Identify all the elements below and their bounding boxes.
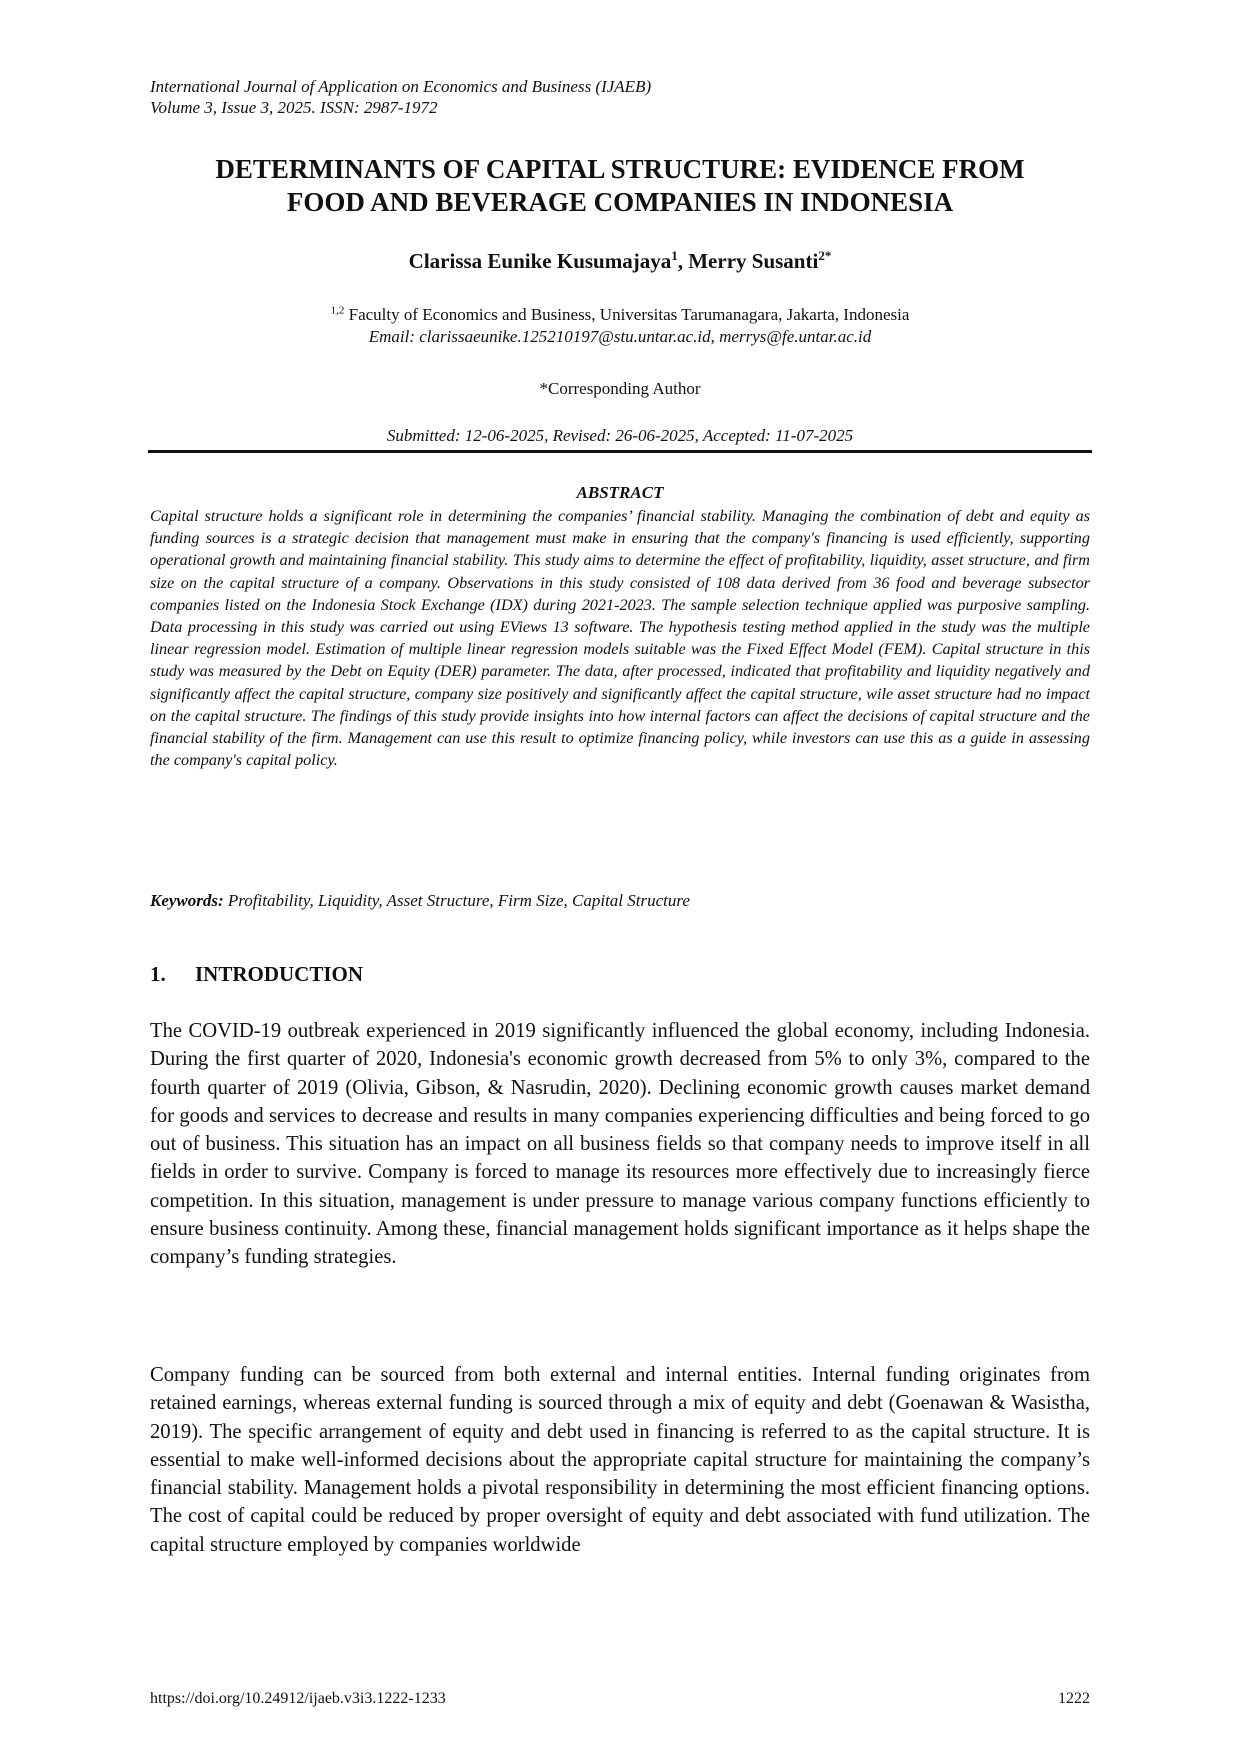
paper-title <box>140 153 1100 219</box>
submission-dates: Submitted: 12-06-2025, Revised: 26-06-2025, Accepted: 11-07-2025 <box>386 426 854 445</box>
author-affiliation-mark: 1 <box>671 248 678 263</box>
header-divider <box>148 450 1092 453</box>
page-number: 1222 <box>1058 1690 1090 1707</box>
author-affiliation-mark: 2* <box>818 248 832 263</box>
author-emails: Email: clarissaeunike.125210197@stu.untar.ac.id, merrys@fe.untar.ac.id <box>368 327 872 346</box>
author-separator: , <box>677 249 689 273</box>
keywords <box>150 890 1090 912</box>
section-number: 1. <box>150 962 166 986</box>
journal-name: International Journal of Application on Economics and Business (IJAEB) <box>150 77 652 96</box>
keywords-label: Keywords: <box>150 891 224 910</box>
section-heading-introduction <box>150 961 1090 987</box>
journal-header <box>150 76 1050 118</box>
author-list <box>140 248 1100 274</box>
keywords-text: Profitability, Liquidity, Asset Structure, Firm Size, Capital Structure <box>223 891 690 910</box>
affiliation-block <box>140 304 1100 348</box>
body-paragraph: Company funding can be sourced from both external and internal entities. Internal funding originates from retained earnings, whereas external funding is sourced through a mix of equity and debt (Goenawan & Wasistha, 2019). The specific arrangement of equity and debt used in financing is referred to as the capital structure. It is essential to make well-informed decisions about the appropriate capital structure for maintaining the company’s financial stability. Management holds a pivotal responsibility in determining the most efficient financing options. The cost of capital could be reduced by proper oversight of equity and debt associated with fund utilization. The capital structure employed by companies worldwide <box>150 1364 1090 1556</box>
abstract-heading: ABSTRACT <box>576 483 664 502</box>
section-title: INTRODUCTION <box>195 962 364 986</box>
affiliation-text: Faculty of Economics and Business, Universitas Tarumanagara, Jakarta, Indonesia <box>344 305 910 324</box>
affiliation-mark: 1,2 <box>330 304 345 317</box>
corresponding-author-note: *Corresponding Author <box>539 379 701 398</box>
footer-doi: https://doi.org/10.24912/ijaeb.v3i3.1222-1233 <box>150 1690 446 1707</box>
affiliation <box>140 304 1100 326</box>
author-name: Clarissa Eunike Kusumajaya <box>408 249 672 273</box>
journal-volume-issn: Volume 3, Issue 3, 2025. ISSN: 2987-1972 <box>150 98 438 117</box>
author-name: Merry Susanti <box>688 249 819 273</box>
paper-title-line-2: FOOD AND BEVERAGE COMPANIES IN INDONESIA <box>286 187 954 217</box>
abstract-text: Capital structure holds a significant role in determining the companies’ financial stability. Managing the combination of debt and equity as funding sources is a strategic decision that management must make in ensuring that the company's financing is used efficiently, supporting operational growth and maintaining financial stability. This study aims to determine the effect of profitability, liquidity, asset structure, and firm size on the capital structure of a company. Observations in this study consisted of 108 data derived from 36 food and beverage subsector companies listed on the Indonesia Stock Exchange (IDX) during 2021-2023. The sample selection technique applied was purposive sampling. Data processing in this study was carried out using EViews 13 software. The hypothesis testing method applied in the study was the multiple linear regression model. Estimation of multiple linear regression models suitable was the Fixed Effect Model (FEM). Capital structure in this study was measured by the Debt on Equity (DER) parameter. The data, after processed, indicated that profitability and liquidity negatively and significantly affect the capital structure, company size positively and significantly affect the capital structure, wile asset structure had no impact on the capital structure. The findings of this study provide insights into how internal factors can affect the decisions of capital structure and the financial stability of the firm. Management can use this result to optimize financing policy, while investors can use this as a guide in assessing the company's capital policy. <box>150 507 1090 770</box>
body-paragraph: The COVID-19 outbreak experienced in 2019 significantly influenced the global economy, including Indonesia. During the first quarter of 2020, Indonesia's economic growth decreased from 5% to only 3%, compared to the fourth quarter of 2019 (Olivia, Gibson, & Nasrudin, 2020). Declining economic growth causes market demand for goods and services to decrease and results in many companies experiencing difficulties and being forced to go out of business. This situation has an impact on all business fields so that company needs to improve itself in all fields in order to survive. Company is forced to manage its resources more effectively due to increasingly fierce competition. In this situation, management is under pressure to manage various company functions efficiently to ensure business continuity. Among these, financial management holds significant importance as it helps shape the company’s funding strategies. <box>150 1020 1090 1269</box>
paper-title-line-1: DETERMINANTS OF CAPITAL STRUCTURE: EVIDENCE FROM <box>215 154 1025 184</box>
